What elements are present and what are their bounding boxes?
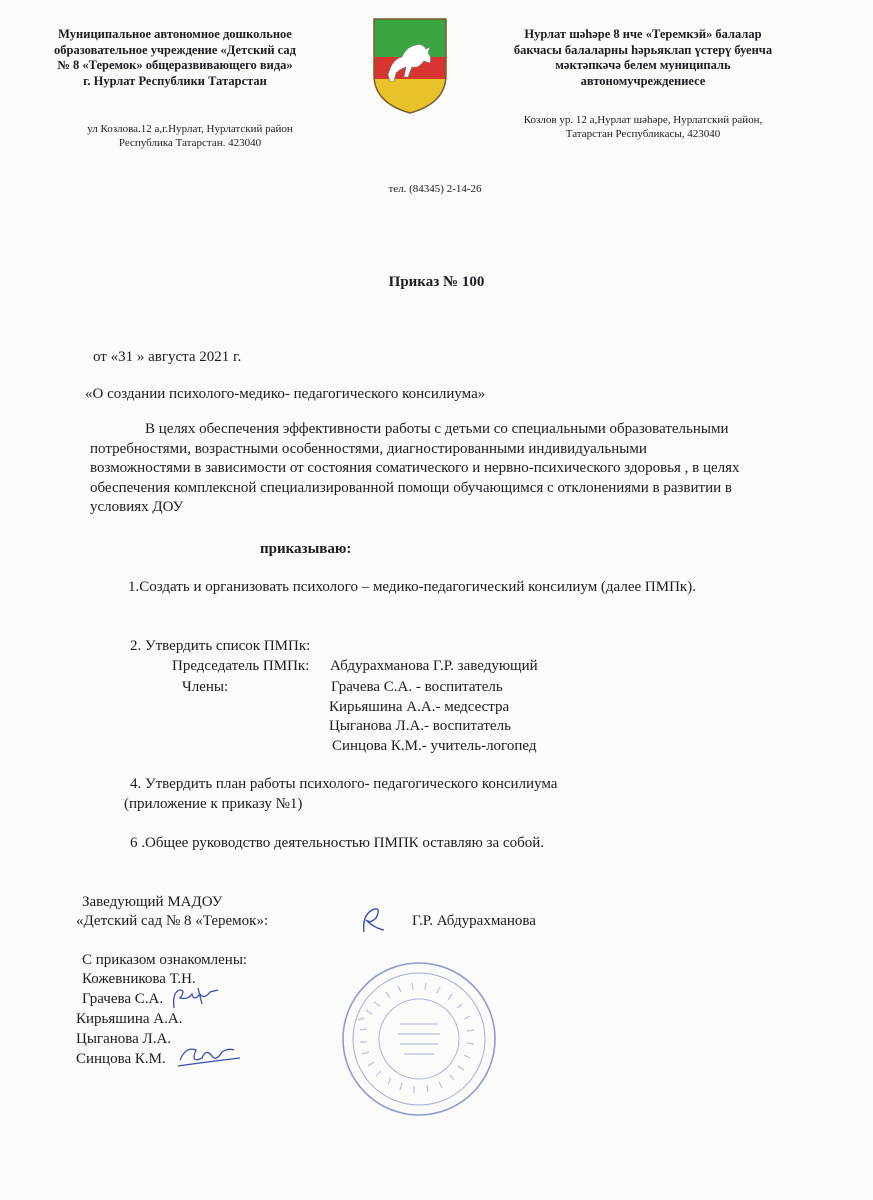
acknowledged-name: Кирьяшина А.А. — [76, 1011, 183, 1027]
address-line: Татарстан Республикасы, 423040 — [565, 128, 721, 140]
org-name-line: мәктәпкәчә белем муниципаль — [555, 58, 731, 72]
signer-position: Заведующий МАДОУ — [82, 894, 223, 910]
member-item: Цыганова Л.А.- воспитатель — [329, 718, 511, 734]
address-line: Республика Татарстан. 423040 — [118, 137, 262, 149]
org-name-tatar — [468, 27, 818, 89]
member-item: Синцова К.М.- учитель-логопед — [332, 738, 537, 754]
official-stamp-icon — [340, 960, 498, 1118]
org-name-line: Нурлат шәһәре 8 нче «Теремкэй» балалар — [524, 27, 762, 41]
address-tatar — [478, 113, 808, 141]
chair-name: Абдурахманова Г.Р. заведующий — [330, 658, 538, 674]
signature-sintsova — [176, 1040, 242, 1070]
members-label: Члены: — [182, 679, 229, 695]
decree-word: приказываю: — [260, 541, 352, 557]
org-name-line: Муниципальное автономное дошкольное — [58, 27, 292, 41]
org-name-line: г. Нурлат Республики Татарстан — [83, 73, 267, 88]
order-date: от «31 » августа 2021 г. — [93, 349, 242, 365]
item-6: 6 .Общее руководство деятельностью ПМПК оставляю за собой. — [130, 835, 544, 851]
address-russian — [40, 122, 340, 150]
acknowledged-name: Кожевникова Т.Н. — [82, 971, 196, 987]
item-2: 2. Утвердить список ПМПк: — [130, 638, 311, 654]
acknowledged-name: Синцова К.М. — [76, 1051, 166, 1067]
acknowledged-name: Цыганова Л.А. — [76, 1031, 172, 1047]
signer-name: Г.Р. Абдурахманова — [412, 913, 536, 929]
org-name-line: бакчасы балаларны һәрьяклап үстерү буенча — [513, 42, 773, 57]
org-name-line: № 8 «Теремок» общеразвивающего вида» — [57, 58, 293, 72]
acknowledged-name: Грачева С.А. — [82, 991, 164, 1007]
org-name-line: образовательное учреждение «Детский сад — [54, 42, 296, 57]
item-1: 1.Создать и организовать психолого – медико-педагогический консилиум (далее ПМПк). — [128, 579, 696, 595]
org-name-russian — [30, 27, 320, 89]
phone-number: тел. (84345) 2-14-26 — [388, 183, 482, 195]
member-item: Кирьяшина А.А.- медсестра — [329, 699, 510, 715]
signature-gracheva — [168, 984, 228, 1012]
signer-organization: «Детский сад № 8 «Теремок»: — [76, 913, 269, 929]
preamble-line: условиях ДОУ — [90, 499, 184, 516]
preamble-line: возможностями в зависимости от состояния соматического и нервно-психического здоровья , в целях — [90, 460, 740, 477]
preamble-line: потребностями, возрастными особенностями, диагностированными индивидуальными — [90, 440, 647, 457]
address-line: Козлов ур. 12 а,Нурлат шәһәре, Нурлатский район, — [523, 114, 763, 126]
preamble — [90, 420, 825, 518]
preamble-line: В целях обеспечения эффективности работы с детьми со специальными образовательными — [145, 421, 729, 437]
order-title: Приказ № 100 — [388, 274, 485, 290]
head-signature — [358, 902, 388, 936]
acknowledgement-heading: С приказом ознакомлены: — [82, 952, 248, 968]
chair-label: Председатель ПМПк: — [172, 658, 310, 674]
item-4: 4. Утвердить план работы психолого- педагогического консилиума — [130, 776, 558, 792]
preamble-line: обеспечения комплексной специализированной помощи обучающимся с отклонениями в развитии в — [90, 479, 732, 496]
order-subject: «О создании психолого-медико- педагогического консилиума» — [85, 386, 486, 402]
org-name-line: автономучреждениесе — [580, 73, 706, 88]
member-item: Грачева С.А. - воспитатель — [331, 679, 503, 695]
address-line: ул Козлова.12 а,г.Нурлат, Нурлатский район — [87, 123, 293, 135]
coat-of-arms-icon — [372, 17, 448, 115]
item-4-note: (приложение к приказу №1) — [124, 796, 303, 812]
